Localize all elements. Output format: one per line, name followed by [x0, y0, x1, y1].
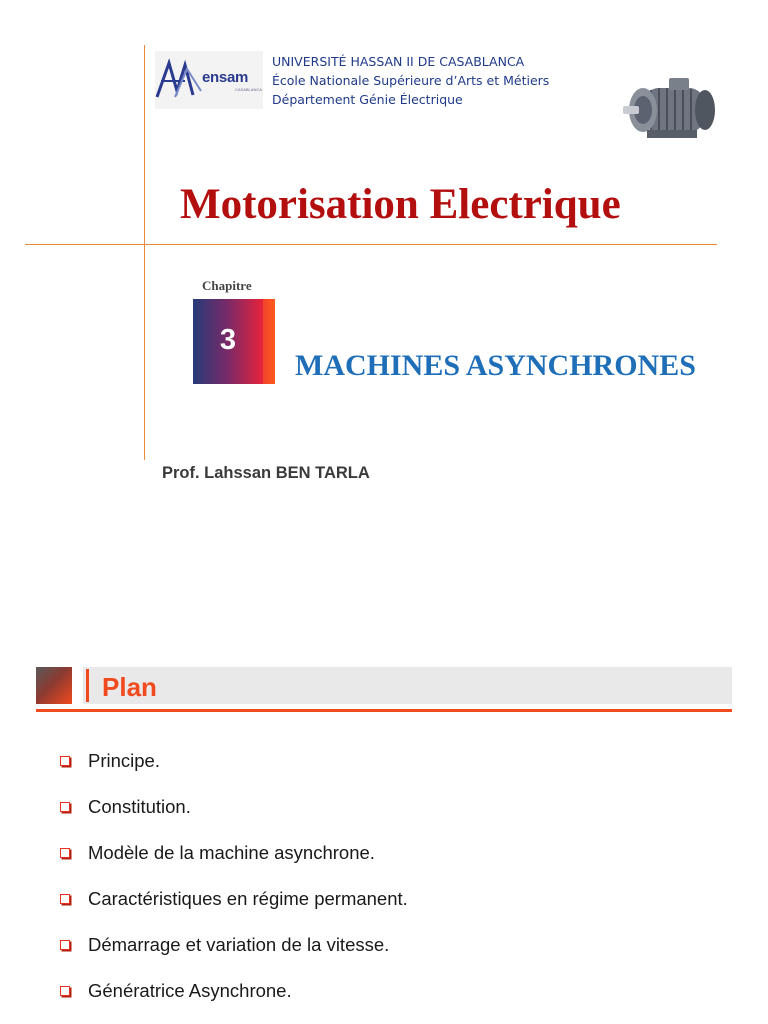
chapter-accent-bar — [263, 299, 275, 384]
checkbox-bullet-icon — [60, 940, 70, 950]
chapter-number: 3 — [219, 324, 237, 356]
checkbox-bullet-icon — [60, 756, 70, 766]
department-name: Département Génie Électrique — [272, 92, 463, 107]
author-name: Prof. Lahssan BEN TARLA — [162, 464, 370, 482]
motor-icon — [613, 66, 731, 158]
checkbox-bullet-icon — [60, 894, 70, 904]
horizontal-divider — [25, 244, 717, 245]
plan-item-text: Caractéristiques en régime permanent. — [88, 888, 408, 909]
vertical-divider — [144, 45, 145, 460]
logo-subtext: CASABLANCA — [235, 87, 262, 92]
plan-title: Plan — [102, 672, 157, 702]
plan-item — [60, 750, 160, 772]
ensam-logo — [155, 51, 263, 109]
plan-item — [60, 980, 292, 1002]
checkbox-bullet-icon — [60, 986, 70, 996]
checkbox-bullet-icon — [60, 848, 70, 858]
plan-item-text: Modèle de la machine asynchrone. — [88, 842, 375, 863]
university-name: UNIVERSITÉ HASSAN II DE CASABLANCA — [272, 54, 525, 69]
logo-text: ensam — [202, 69, 249, 86]
plan-item-text: Principe. — [88, 750, 160, 771]
plan-item — [60, 842, 375, 864]
checkbox-bullet-icon — [60, 802, 70, 812]
plan-item-text: Démarrage et variation de la vitesse. — [88, 934, 390, 955]
plan-item — [60, 796, 191, 818]
chapter-label: Chapitre — [202, 278, 252, 293]
plan-item-text: Constitution. — [88, 796, 191, 817]
plan-item — [60, 888, 408, 910]
course-title: Motorisation Electrique — [180, 181, 621, 228]
plan-header-background — [83, 667, 732, 704]
chapter-title: MACHINES ASYNCHRONES — [295, 349, 696, 382]
institution-block — [272, 52, 549, 109]
plan-header-square — [36, 667, 72, 704]
plan-underline — [36, 709, 732, 712]
electric-motor-image — [613, 66, 731, 158]
school-name: École Nationale Supérieure d’Arts et Métiers — [272, 73, 550, 88]
plan-header-accent — [86, 669, 89, 702]
plan-item — [60, 934, 389, 956]
plan-item-text: Génératrice Asynchrone. — [88, 980, 292, 1001]
